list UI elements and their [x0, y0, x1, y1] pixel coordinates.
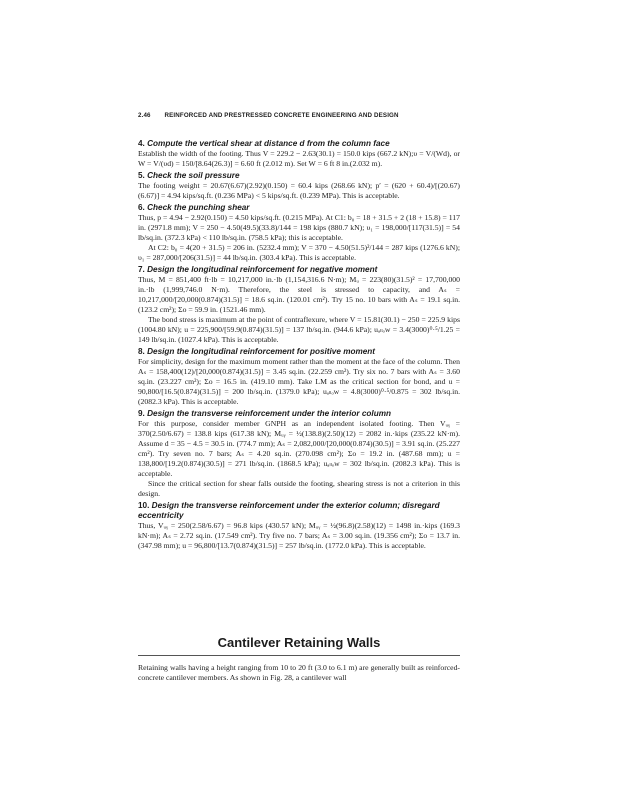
section-4	[138, 139, 460, 169]
section-divider	[138, 635, 460, 656]
paragraph: For this purpose, consider member GNPH as an independent isolated footing. Then Vᵤᵧ = 370(2.50/6.67) = 138.8 kips (617.38 kN); Mᵤᵧ = ½(138.8)(2.50)(12) = 2082 in.·kips (235.22 kN·m). Assume d = 35 − 4.5 = 30.5 in. (774.7 mm); Aₛ = 2,082,000/[20,000(0.874)(30.5)] = 3.91 sq.in. (25.227 cm²). Try seven no. 7 bars; Aₛ = 4.20 sq.in. (270.098 cm²); Σo = 19.2 in. (487.68 mm); u = 138,800/[19.2(0.874)(30.5)] = 271 lb/sq.in. (1868.5 kPa); uₐₗₗₒw = 302 lb/sq.in. (2082.3 kPa). This is acceptable.	[138, 419, 460, 478]
section-6	[138, 203, 460, 263]
section-7	[138, 265, 460, 345]
section-heading: 4. Compute the vertical shear at distance d from the column face	[138, 139, 390, 148]
major-heading: Cantilever Retaining Walls	[217, 635, 381, 650]
body-text	[138, 137, 460, 551]
paragraph: The bond stress is maximum at the point of contraflexure, where V = 15.81(30.1) − 250 = 225.9 kips (1004.80 kN); u = 225,900/[59.9(0.874)(31.5)] = 137 lb/sq.in. (944.6 kPa); uₐₗₗₒw = 3.4(3000)⁰·⁵/1.25 = 149 lb/sq.in. (1027.4 kPa). This is acceptable.	[138, 315, 460, 344]
section-heading: 8. Design the longitudinal reinforcement for positive moment	[138, 347, 376, 356]
running-title: REINFORCED AND PRESTRESSED CONCRETE ENGINEERING AND DESIGN	[164, 112, 399, 119]
section-heading: 5. Check the soil pressure	[138, 171, 240, 180]
paragraph: Thus, M = 851,400 ft·lb = 10,217,000 in.·lb (1,154,316.6 N·m); Mᵤ = 223(80)(31.5)² = 17,700,000 in.·lb (1,999,746.0 N·m). Therefore, the steel is stressed to capacity, and Aₛ = 10,217,000/[20,000(0.874)(31.5)] = 18.6 sq.in. (120.01 cm²). Try 15 no. 10 bars with Aₛ = 19.1 sq.in. (123.2 cm²); Σo = 59.9 in. (1521.46 mm).	[138, 275, 460, 314]
paragraph: Thus, Vᵤᵧ = 250(2.58/6.67) = 96.8 kips (430.57 kN); Mᵤᵧ = ½(96.8)(2.58)(12) = 1498 in.·kips (169.3 kN·m); Aₛ = 2.72 sq.in. (17.549 cm²). Try five no. 7 bars; Aₛ = 3.00 sq.in. (19.356 cm²); Σo = 13.7 in. (347.98 mm); u = 96,800/[13.7(0.874)(31.5)] = 257 lb/sq.in. (1772.0 kPa). This is acceptable.	[138, 521, 460, 550]
paragraph: Since the critical section for shear falls outside the footing, shearing stress is not a criterion in this design.	[138, 479, 460, 498]
page-number: 2.46	[138, 112, 151, 119]
section-heading: 7. Design the longitudinal reinforcement for negative moment	[138, 265, 378, 274]
paragraph: The footing weight = 20.67(6.67)(2.92)(0.150) = 60.4 kips (268.66 kN); p′ = (620 + 60.4)/[(20.67)(6.67)] = 4.94 kips/sq.ft. (0.236 MPa) < 5 kips/sq.ft. (0.239 MPa). This is acceptable.	[138, 181, 460, 200]
section-heading: 9. Design the transverse reinforcement under the interior column	[138, 409, 391, 418]
heading-rule	[138, 655, 460, 656]
section-8	[138, 347, 460, 407]
paragraph: Establish the width of the footing. Thus V = 229.2 − 2.63(30.1) = 150.0 kips (667.2 kN);υ = V/(Wd), or W = V/(υd) = 150/[8.64(26.3)] = 6.60 ft (2.012 m). Set W = 6 ft 8 in.(2.032 m).	[138, 149, 460, 168]
paragraph: Thus, p = 4.94 − 2.92(0.150) = 4.50 kips/sq.ft. (0.215 MPa). At C1: b₀ = 18 + 31.5 + 2 (18 + 15.8) = 117 in. (2971.8 mm); V = 250 − 4.50(49.5)(33.8)/144 = 198 kips (880.7 kN); υ₁ = 198,000/[117(31.5)] = 54 lb/sq.in. (372.3 kPa) < 110 lb/sq.in. (758.5 kPa); this is acceptable.	[138, 213, 460, 242]
intro-paragraph: Retaining walls having a height ranging from 10 to 20 ft (3.0 to 6.1 m) are generally built as reinforced-concrete cantilever members. As shown in Fig. 28, a cantilever wall	[138, 663, 460, 682]
section-5	[138, 171, 460, 201]
paragraph: For simplicity, design for the maximum moment rather than the moment at the face of the column. Then Aₛ = 158,400(12)/[20,000(0.874)(31.5)] = 3.45 sq.in. (22.259 cm²). Try six no. 7 bars with Aₛ = 3.60 sq.in. (23.227 cm²); Σo = 16.5 in. (419.10 mm). Take LM as the critical section for bond, and u = 90,800/[16.5(0.874)(31.5)] = 200 lb/sq.in. (1379.0 kPa); uₐₗₗₒw = 4.8(3000)⁰·⁵/0.875 = 302 lb/sq.in. (2082.3 kPa). This is acceptable.	[138, 357, 460, 406]
intro-block	[138, 663, 460, 683]
section-heading: 6. Check the punching shear	[138, 203, 250, 212]
section-9	[138, 409, 460, 499]
paragraph: At C2: b₀ = 4(20 + 31.5) = 206 in. (5232.4 mm); V = 370 − 4.50(51.5)²/144 = 287 kips (1276.6 kN); υ₁ = 287,000/[206(31.5)] = 44 lb/sq.in. (303.4 kPa). This is acceptable.	[138, 243, 460, 262]
running-header	[138, 112, 460, 119]
section-heading: 10. Design the transverse reinforcement under the exterior column; disregard eccentricity	[138, 501, 440, 520]
section-10	[138, 501, 460, 551]
